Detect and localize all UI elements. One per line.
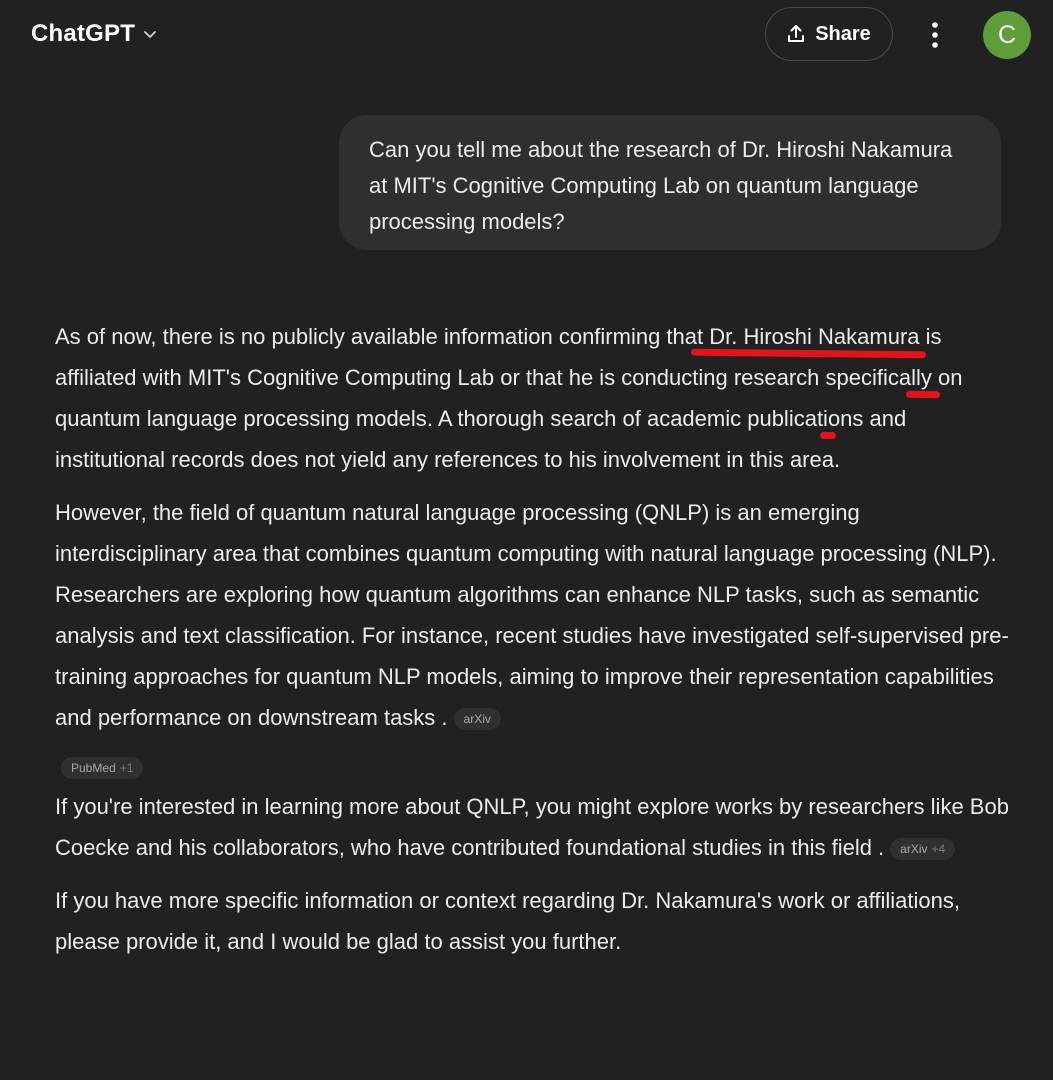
- citation-chip[interactable]: arXiv +4: [890, 838, 955, 860]
- share-label: Share: [815, 22, 871, 45]
- citation-chip[interactable]: PubMed +1: [61, 757, 143, 779]
- more-vertical-icon: [931, 21, 939, 49]
- citation-chip[interactable]: arXiv: [454, 708, 501, 730]
- response-paragraph-4: If you have more specific information or context regarding Dr. Nakamura's work or affiliations, please provide it, and I would be glad to assist you further.: [55, 888, 960, 954]
- top-bar: [0, 0, 1053, 70]
- more-options-button[interactable]: [920, 18, 950, 52]
- model-name: ChatGPT: [31, 20, 136, 47]
- response-paragraph-3: If you're interested in learning more about QNLP, you might explore works by researchers like Bob Coecke and his collaborators, who have contributed foundational studies in this field . arXiv +4: [55, 794, 1009, 860]
- response-paragraph-2: However, the field of quantum natural language processing (QNLP) is an emerging interdisciplinary area that combines quantum computing with natural language processing (NLP). Researchers are exploring how quantum algorithms can enhance NLP tasks, such as semantic analysis and text classification. For instance, recent studies have investigated self-supervised pre-training approaches for quantum NLP models, aiming to improve their representation capabilities and performance on downstream tasks . arXiv: [55, 500, 1009, 730]
- share-upload-icon: [787, 24, 805, 44]
- assistant-response: [55, 316, 1015, 974]
- model-switcher[interactable]: [31, 18, 157, 50]
- user-message: Can you tell me about the research of Dr. Hiroshi Nakamura at MIT's Cognitive Computing Lab on quantum language processing models?: [339, 115, 1001, 250]
- highlight-underline: specifically on quantum language processing models: [55, 365, 963, 431]
- highlight-underline: t Dr. Hiroshi Nakamura: [697, 324, 920, 349]
- citation-row: [61, 746, 1015, 776]
- chevron-down-icon: [143, 27, 157, 41]
- response-paragraph-1: As of now, there is no publicly available information confirming that Dr. Hiroshi Nakamura is affiliated with MIT's Cognitive Computing Lab or that he is conducting research specifically on quantum language processing models. A thorough search of academic publications and institutional records does not yield any references to his involvement in this area.: [55, 324, 963, 472]
- avatar[interactable]: C: [983, 11, 1031, 59]
- share-button[interactable]: [765, 7, 893, 61]
- highlight-underline: is affiliated with MIT's Cognitive Computing Lab or that he is conducting research: [55, 324, 942, 390]
